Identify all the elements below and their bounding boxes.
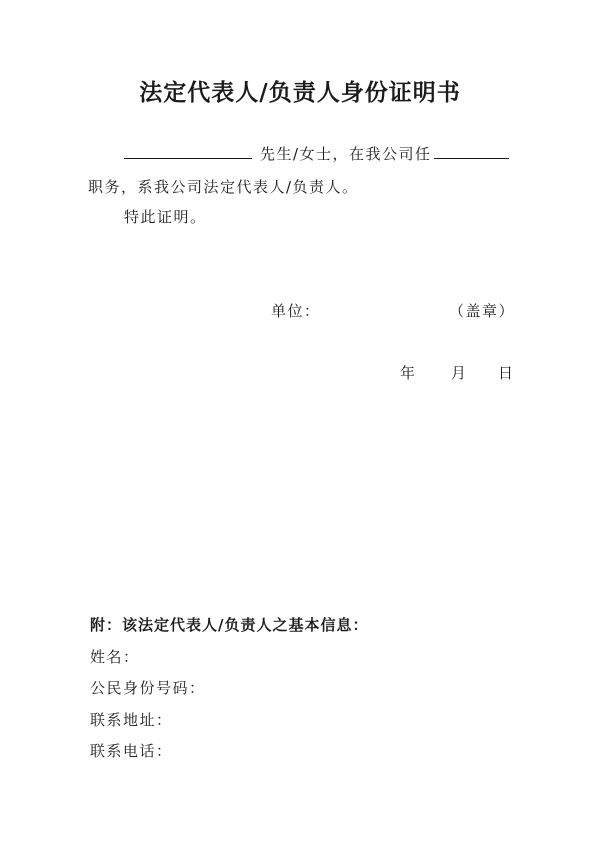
statement-line-3: 特此证明。 xyxy=(124,208,207,226)
appendix-title: 附：该法定代表人/负责人之基本信息： xyxy=(90,616,369,634)
statement-line-1 xyxy=(124,143,509,164)
date-month-label: 月 xyxy=(451,364,468,382)
name-blank[interactable] xyxy=(124,144,252,159)
gender-text: 先生/女士，在我公司任 xyxy=(260,145,432,163)
info-phone-label: 联系电话： xyxy=(90,742,173,760)
statement-line-2: 职务，系我公司法定代表人/负责人。 xyxy=(88,178,359,196)
seal-label: （盖章） xyxy=(449,302,516,320)
info-address-label: 联系地址： xyxy=(90,711,173,729)
date-year-label: 年 xyxy=(400,364,417,382)
info-name-label: 姓名： xyxy=(90,648,140,666)
info-id-number-label: 公民身份号码： xyxy=(90,679,206,697)
date-day-label: 日 xyxy=(498,364,515,382)
document-title: 法定代表人/负责人身份证明书 xyxy=(139,79,461,106)
unit-label: 单位： xyxy=(271,302,321,320)
position-blank[interactable] xyxy=(434,144,509,159)
